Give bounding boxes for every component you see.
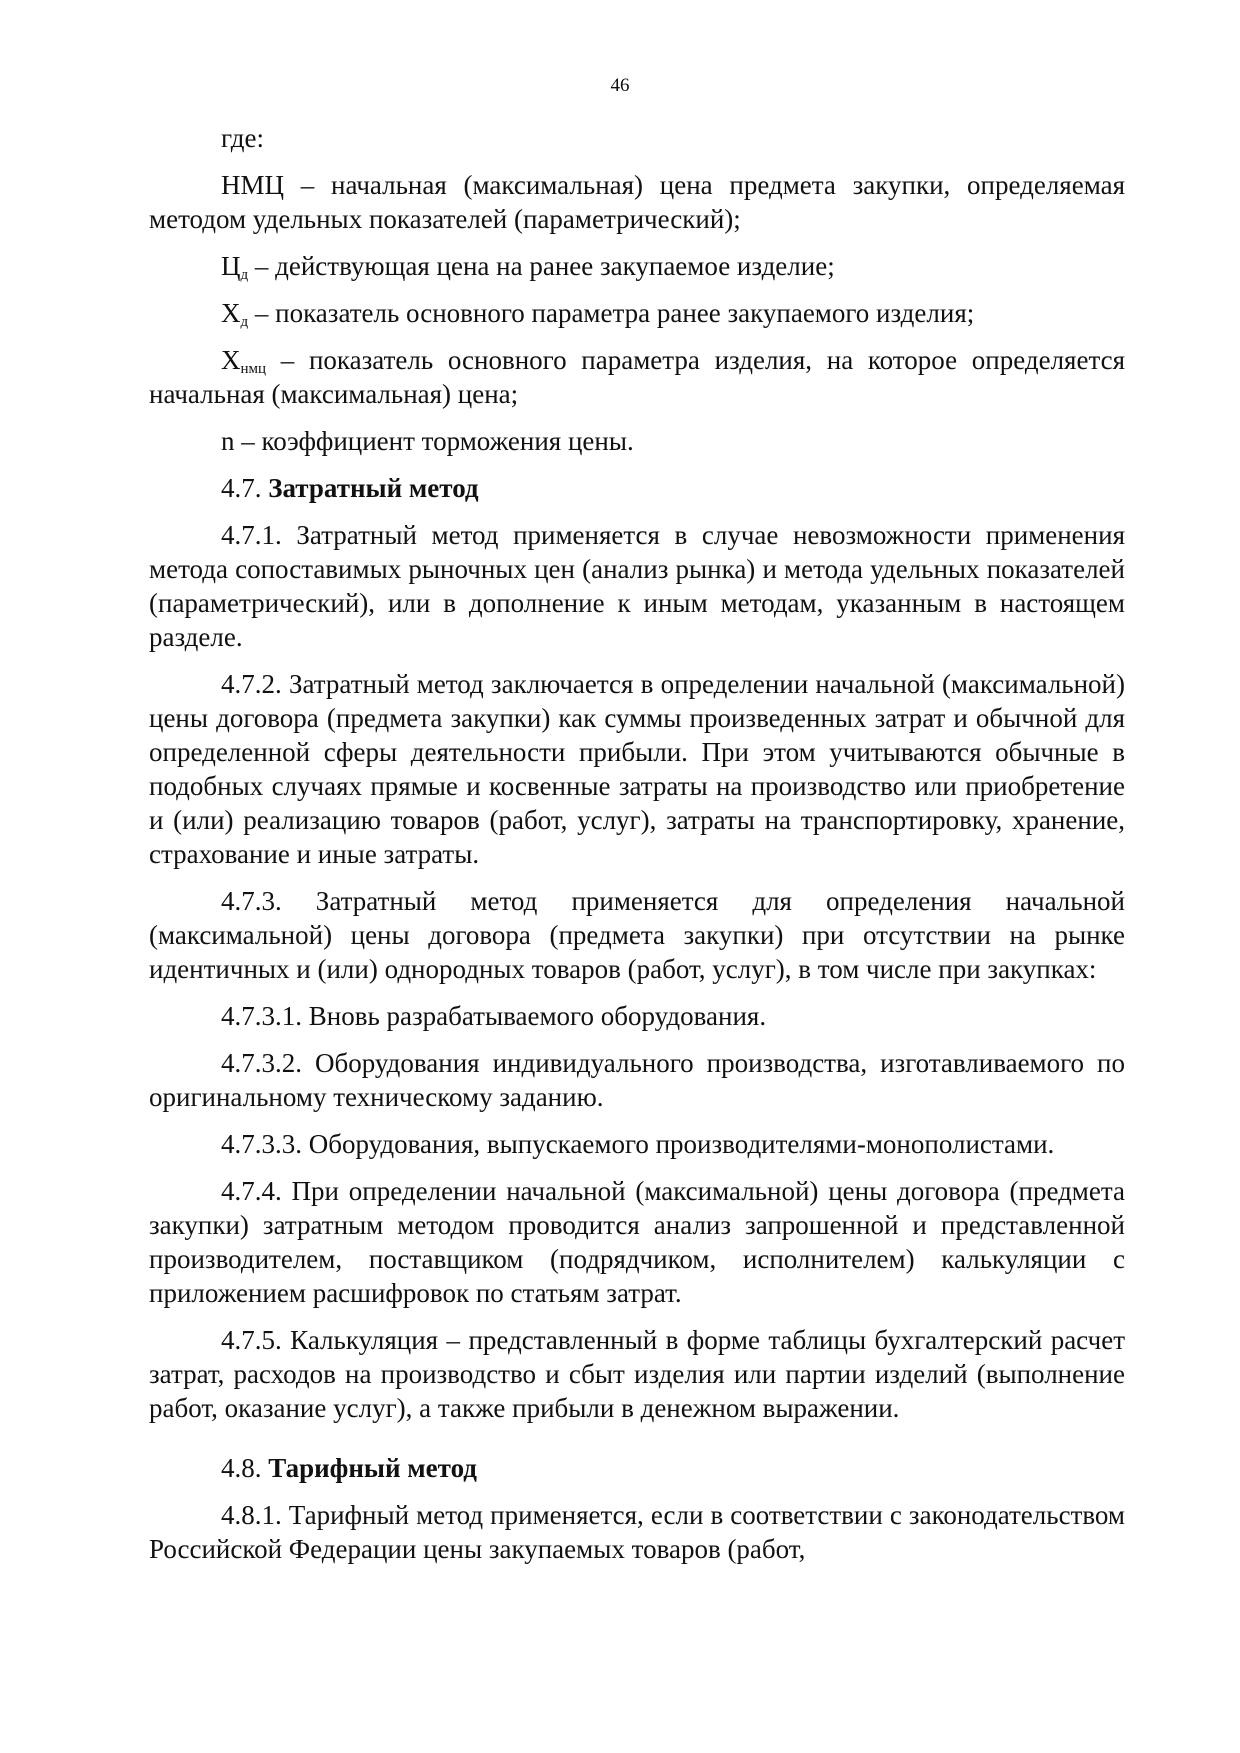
paragraph-4-7-1: 4.7.1. Затратный метод применяется в случае невозможности применения метода сопоставимых рыночных цен (анализ рынка) и метода удельных показателей (параметрический), или в дополнение к иным методам, указанным в настоящем разделе.	[149, 520, 1125, 652]
symbol-xnmc-base: Х	[221, 345, 241, 375]
definition-xnmc	[149, 343, 1125, 411]
section-heading-4-8	[149, 1451, 1125, 1485]
paragraph-4-8-1: 4.8.1. Тарифный метод применяется, если в соответствии с законодательством Российской Федерации цены закупаемых товаров (работ,	[149, 1500, 1125, 1564]
definition-xd	[149, 296, 1125, 330]
definition-nmc-text: – начальная (максимальная) цена предмета закупки, определяемая методом удельных показателей (параметрический);	[149, 170, 1125, 234]
definition-cd	[149, 249, 1125, 283]
symbol-nmc: НМЦ	[221, 170, 285, 200]
definition-n: n – коэффициент торможения цены.	[221, 426, 634, 456]
paragraph-4-7-3-2: 4.7.3.2. Оборудования индивидуального производства, изготавливаемого по оригинальному техническому заданию.	[149, 1048, 1125, 1112]
paragraph-4-7-3-1: 4.7.3.1. Вновь разрабатываемого оборудования.	[221, 1001, 767, 1031]
definition-nmc	[149, 168, 1125, 236]
definition-xnmc-text: – показатель основного параметра изделия, на которое определяется начальная (максимальная) цена;	[149, 345, 1125, 409]
symbol-cd-subscript: д	[240, 267, 249, 283]
symbol-cd-base: Ц	[221, 251, 241, 281]
symbol-xd	[221, 298, 248, 328]
paragraph-4-7-2: 4.7.2. Затратный метод заключается в определении начальной (максимальной) цены договора (предмета закупки) как суммы произведенных затрат и обычной для определенной сферы деятельности прибыли. При этом учитываются обычные в подобных случаях прямые и косвенные затраты на производство или приобретение и (или) реализацию товаров (работ, услуг), затраты на транспортировку, хранение, страхование и иные затраты.	[149, 669, 1125, 869]
paragraph-4-7-5: 4.7.5. Калькуляция – представленный в форме таблицы бухгалтерский расчет затрат, расходов на производство и сбыт изделия или партии изделий (выполнение работ, оказание услуг), а также прибыли в денежном выражении.	[149, 1325, 1125, 1423]
definition-cd-text: – действующая цена на ранее закупаемое изделие;	[248, 251, 835, 281]
paragraph-4-7-3: 4.7.3. Затратный метод применяется для определения начальной (максимальной) цены договора (предмета закупки) при отсутствии на рынке идентичных и (или) однородных товаров (работ, услуг), в том числе при закупках:	[149, 886, 1125, 984]
paragraph-4-7-3-3: 4.7.3.3. Оборудования, выпускаемого производителями-монополистами.	[221, 1129, 1055, 1159]
section-number-4-8: 4.8.	[221, 1453, 269, 1483]
symbol-xd-subscript: д	[240, 314, 249, 330]
paragraph-4-7-4: 4.7.4. При определении начальной (максимальной) цены договора (предмета закупки) затратным методом проводится анализ запрошенной и представленной производителем, поставщиком (подрядчиком, исполнителем) калькуляции с приложением расшифровок по статьям затрат.	[149, 1176, 1125, 1308]
section-heading-4-7	[149, 471, 1125, 505]
page-number: 46	[610, 75, 630, 96]
section-title-4-8: Тарифный метод	[268, 1453, 477, 1483]
symbol-cd	[221, 251, 248, 281]
document-body	[149, 121, 1125, 1566]
definition-xd-text: – показатель основного параметра ранее закупаемого изделия;	[248, 298, 975, 328]
section-number-4-7: 4.7.	[221, 473, 269, 503]
where-label: где:	[221, 123, 264, 153]
symbol-xnmc-subscript: нмц	[240, 361, 267, 377]
symbol-xnmc	[221, 345, 266, 375]
section-title-4-7: Затратный метод	[268, 473, 479, 503]
symbol-xd-base: Х	[221, 298, 241, 328]
